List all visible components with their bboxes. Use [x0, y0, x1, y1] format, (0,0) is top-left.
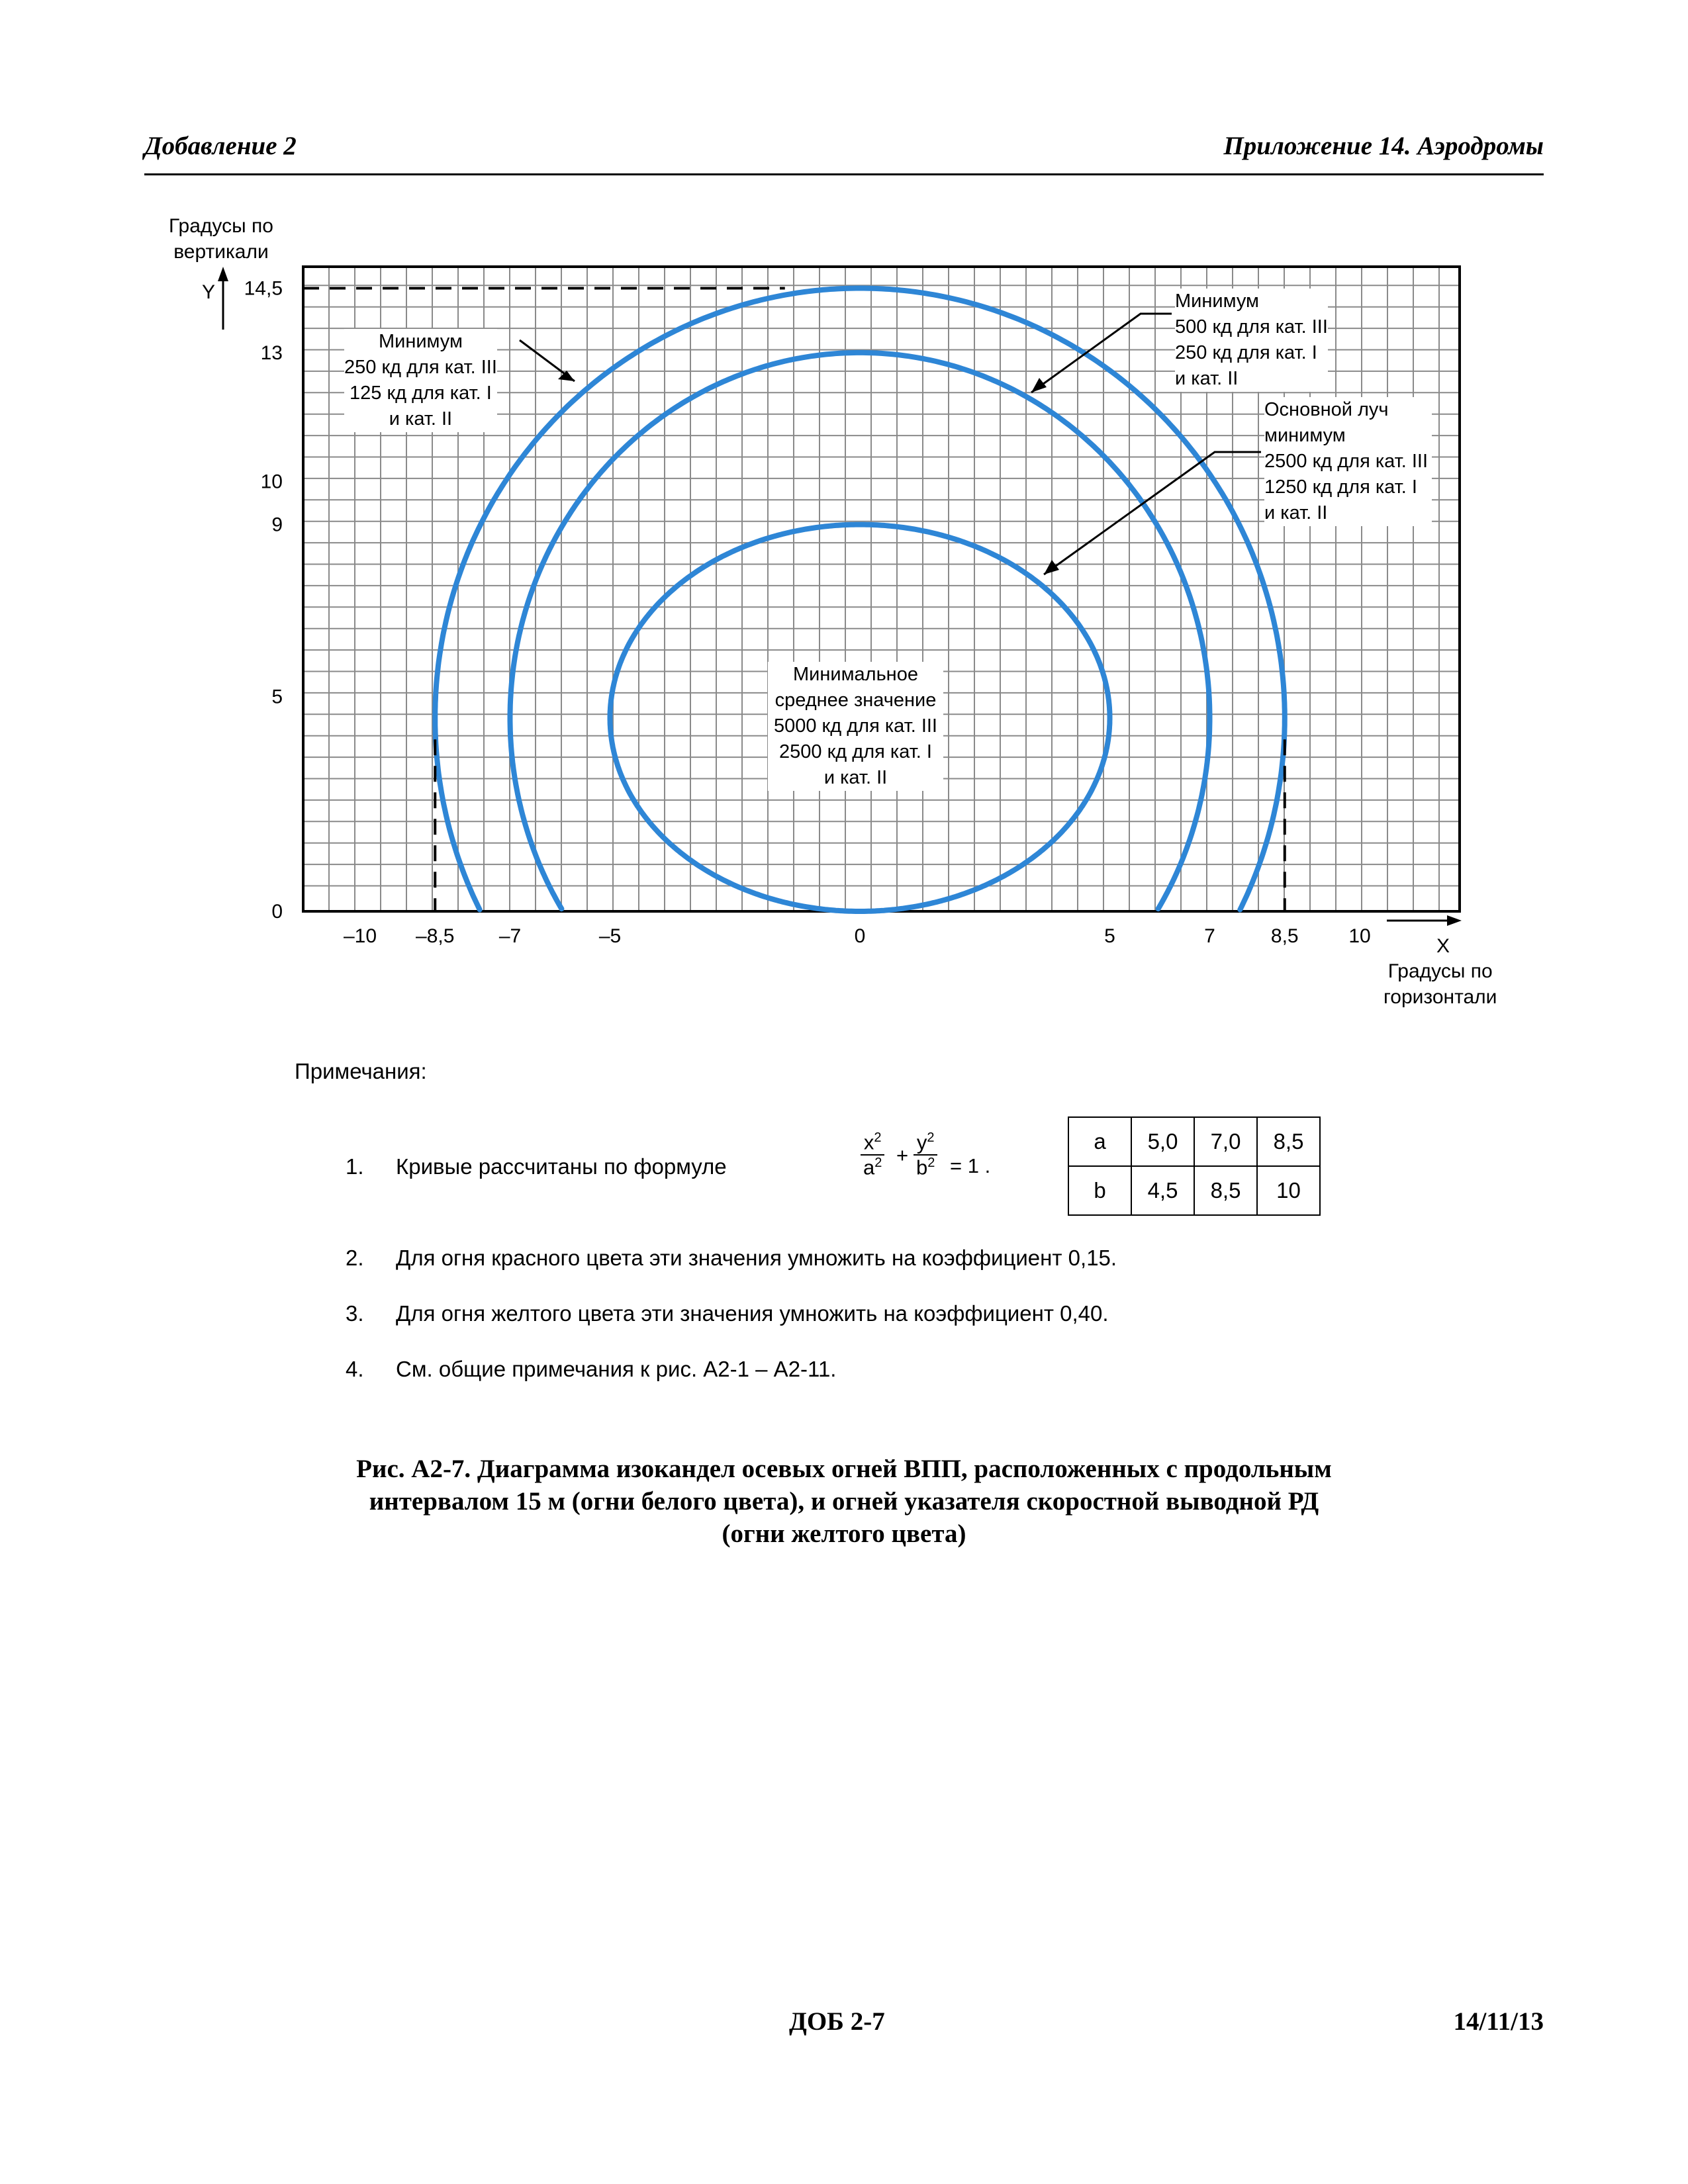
note-text: Для огня желтого цвета эти значения умножить на коэффициент 0,40. [396, 1301, 1109, 1326]
annotation-middle-line: 250 кд для кат. I [1175, 342, 1317, 363]
y-tick-label: 9 [271, 514, 283, 536]
y-tick-label: 10 [260, 471, 283, 493]
table-cell: 10 [1257, 1166, 1320, 1215]
page-date: 14/11/13 [1453, 2007, 1544, 2036]
annotation-middle [1175, 289, 1328, 392]
caption-line: Рис. А2-7. Диаграмма изокандел осевых огней ВПП, расположенных с продольным [356, 1455, 1332, 1483]
x-axis-letter: X [1436, 935, 1450, 957]
x-axis-label-line1: Градусы по [1387, 960, 1493, 982]
annotation-middle-leader-head [1031, 378, 1047, 392]
annotation-outer-leader [520, 340, 575, 381]
note-text: Для огня красного цвета эти значения умножить на коэффициент 0,15. [396, 1246, 1117, 1270]
coefficients-table [1068, 1116, 1321, 1216]
x-tick-label: 8,5 [1270, 925, 1299, 947]
table-cell: 5,0 [1131, 1117, 1194, 1166]
table-cell: a [1068, 1117, 1131, 1166]
y-axis-label-line1: Градусы по [169, 215, 273, 237]
x-axis-arrow-head [1447, 915, 1462, 926]
running-header-right: Приложение 14. Аэродромы [1223, 132, 1544, 160]
x-axis-label-line2: горизонтали [1383, 986, 1497, 1008]
note-text: См. общие примечания к рис. А2-1 – А2-11. [396, 1357, 837, 1381]
table-cell: 7,0 [1194, 1117, 1257, 1166]
annotation-middle-line: 500 кд для кат. III [1175, 316, 1328, 338]
annotation-middle-line: и кат. II [1175, 368, 1239, 389]
annotation-beam [1264, 397, 1432, 526]
note-number: 3. [346, 1301, 364, 1326]
x-tick-label: 7 [1204, 925, 1215, 947]
annotation-center [768, 662, 943, 791]
note-text: Кривые рассчитаны по формуле [396, 1154, 727, 1179]
y-tick-label: 14,5 [244, 277, 283, 300]
x-tick-label: –8,5 [416, 925, 455, 947]
annotation-center-line: 2500 кд для кат. I [779, 741, 932, 762]
annotation-outer-line: 125 кд для кат. I [350, 383, 492, 404]
y-axis-label [169, 213, 273, 265]
formula-y: y [916, 1130, 927, 1154]
table-cell: 8,5 [1257, 1117, 1320, 1166]
annotation-beam-line: 2500 кд для кат. III [1264, 451, 1429, 472]
note-number: 4. [346, 1357, 364, 1381]
annotation-center-line: 5000 кд для кат. III [773, 715, 937, 737]
formula-x-fraction [861, 1130, 884, 1180]
annotation-beam-line: и кат. II [1264, 502, 1328, 523]
note-number: 2. [346, 1246, 364, 1270]
annotation-beam-line: минимум [1264, 425, 1346, 446]
formula-y-fraction [914, 1130, 937, 1180]
formula-a: a [863, 1156, 875, 1179]
table-cell: b [1068, 1166, 1131, 1215]
table-row [1068, 1166, 1320, 1215]
y-axis-letter: Y [202, 281, 216, 303]
annotation-outer-line: 250 кд для кат. III [344, 357, 497, 378]
annotation-outer [344, 329, 497, 432]
x-tick-label: 10 [1348, 925, 1371, 947]
x-tick-label: –10 [343, 925, 377, 947]
annotation-beam-line: Основной луч [1264, 399, 1389, 420]
formula-sup: 2 [874, 1156, 882, 1171]
annotation-outer-leader-head [558, 371, 575, 381]
annotation-beam-line: 1250 кд для кат. I [1264, 477, 1417, 498]
formula-sup: 2 [874, 1130, 882, 1145]
formula-b: b [916, 1156, 928, 1179]
table-cell: 8,5 [1194, 1166, 1257, 1215]
y-axis-label-line2: вертикали [173, 241, 269, 263]
table-cell: 4,5 [1131, 1166, 1194, 1215]
x-axis-label [1383, 958, 1497, 1010]
annotation-outer-line: Минимум [378, 331, 463, 352]
x-tick-label: –7 [498, 925, 522, 947]
formula-x: x [863, 1130, 874, 1154]
caption-line: (огни желтого цвета) [722, 1520, 966, 1548]
y-tick-label: 5 [271, 686, 283, 708]
y-tick-label: 0 [271, 901, 283, 923]
formula-rhs: = 1 . [950, 1154, 991, 1177]
page-number: ДОБ 2-7 [789, 2007, 885, 2036]
y-axis-arrow-head [218, 267, 228, 281]
formula-sup: 2 [927, 1130, 935, 1145]
annotation-outer-line: и кат. II [389, 408, 453, 430]
x-tick-label: –5 [598, 925, 622, 947]
chart-curves [435, 289, 1285, 912]
figure-caption [0, 1453, 1688, 1550]
formula-sup: 2 [927, 1156, 935, 1171]
x-tick-label: 0 [854, 925, 866, 947]
table-row [1068, 1117, 1320, 1166]
annotation-center-line: и кат. II [823, 767, 888, 788]
isocandela-curve-3 [435, 289, 1285, 910]
annotation-middle-line: Минимум [1175, 291, 1259, 312]
annotation-center-line: среднее значение [774, 690, 937, 711]
y-tick-label: 13 [260, 341, 283, 364]
running-header-left: Добавление 2 [144, 132, 297, 160]
note-number: 1. [346, 1154, 364, 1179]
annotation-center-line: Минимальное [793, 664, 918, 685]
formula-plus: + [896, 1144, 909, 1167]
caption-line: интервалом 15 м (огни белого цвета), и огней указателя скоростной выводной РД [369, 1487, 1319, 1516]
x-tick-label: 5 [1104, 925, 1115, 947]
notes-title: Примечания: [295, 1059, 427, 1083]
isocandela-chart [0, 0, 1688, 1059]
